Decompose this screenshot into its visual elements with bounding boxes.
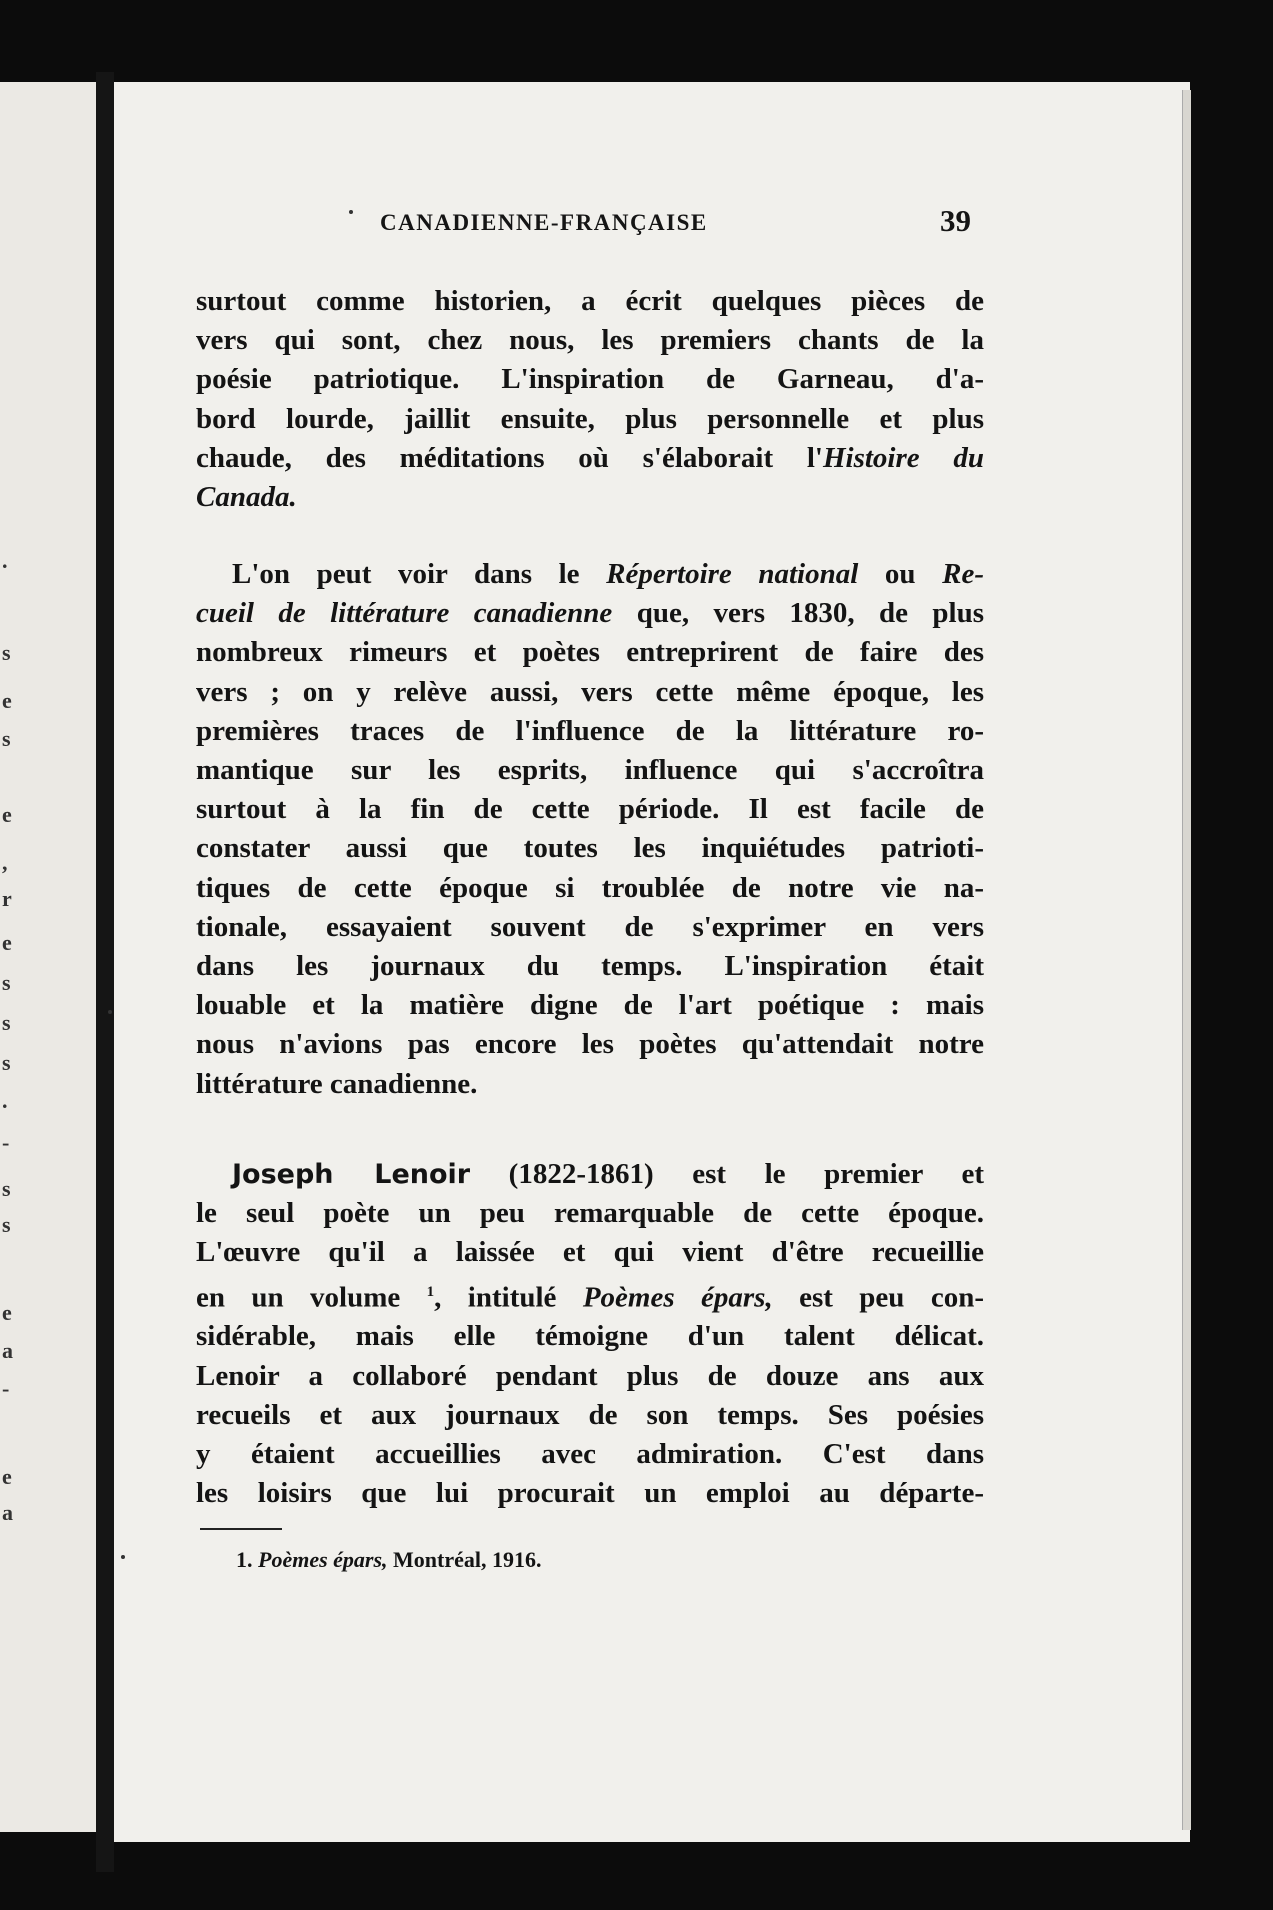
footnote xyxy=(236,1547,542,1573)
text-line xyxy=(196,1155,984,1194)
italic-title: Répertoire national xyxy=(606,558,859,590)
page-number: 39 xyxy=(940,203,971,238)
text-line: mantique sur les esprits, influence qui s'accroîtra xyxy=(196,754,984,787)
left-page-glyph: e xyxy=(2,1300,12,1325)
text-segment: ou xyxy=(858,558,943,590)
text-line: tionale, essayaient souvent de s'exprimer en vers xyxy=(196,910,984,943)
text-segment: L'on peut voir dans le xyxy=(232,558,607,590)
left-page-glyph: , xyxy=(2,850,8,875)
left-page-glyph: e xyxy=(2,802,12,827)
left-page-glyph: s xyxy=(2,1010,11,1035)
text-line: sidérable, mais elle témoigne d'un talent délicat. xyxy=(196,1320,984,1353)
left-page-glyph: - xyxy=(2,1130,10,1155)
running-head: CANADIENNE-FRANÇAISE xyxy=(380,210,708,235)
left-page-glyph: e xyxy=(2,930,12,955)
text-segment: Montréal, 1916. xyxy=(387,1547,542,1572)
text-line: le seul poète un peu remarquable de cette époque. xyxy=(196,1197,984,1230)
left-page-glyph: e xyxy=(2,1464,12,1489)
paragraph-3 xyxy=(196,1155,984,1513)
text-segment: en un volume xyxy=(196,1281,427,1314)
text-line xyxy=(196,555,984,594)
text-segment: , intitulé xyxy=(434,1281,583,1314)
footnote-rule xyxy=(200,1528,282,1530)
left-page-glyph: a xyxy=(2,1338,13,1363)
left-page-glyph: . xyxy=(2,548,8,573)
left-page-glyph: s xyxy=(2,1050,11,1075)
speck xyxy=(121,1555,125,1559)
text-line: louable et la matière digne de l'art poétique : mais xyxy=(196,989,984,1022)
text-line: Lenoir a collaboré pendant plus de douze ans aux xyxy=(196,1359,984,1392)
italic-title: Poèmes épars, xyxy=(582,1281,773,1314)
text-line: premières traces de l'influence de la littérature ro- xyxy=(196,714,984,747)
left-page-glyph: s xyxy=(2,1176,11,1201)
paragraph-2 xyxy=(196,555,984,1104)
italic-title: Re- xyxy=(942,558,984,590)
text-line: les loisirs que lui procurait un emploi au départe- xyxy=(196,1477,984,1510)
text-line xyxy=(196,478,984,517)
left-page-glyph: r xyxy=(2,886,12,911)
text-line xyxy=(196,1273,984,1318)
book-gutter xyxy=(96,72,114,1872)
text-line: surtout comme historien, a écrit quelques pièces de xyxy=(196,285,984,317)
text-line: constater aussi que toutes les inquiétudes patrioti- xyxy=(196,832,984,865)
left-page-glyph: a xyxy=(2,1500,13,1525)
text-line: recueils et aux journaux de son temps. Ses poésies xyxy=(196,1398,984,1431)
text-line: bord lourde, jaillit ensuite, plus personnelle et plus xyxy=(196,402,984,435)
left-page-glyph: s xyxy=(2,726,11,751)
footnote-reference: 1 xyxy=(426,1283,435,1300)
text-line: vers ; on y relève aussi, vers cette même époque, les xyxy=(196,675,984,708)
text-segment: est peu con- xyxy=(772,1281,984,1314)
text-line: nombreux rimeurs et poètes entreprirent de faire des xyxy=(196,636,984,669)
text-line: surtout à la fin de cette période. Il est facile de xyxy=(196,793,984,826)
text-line: poésie patriotique. L'inspiration de Garneau, d'a- xyxy=(196,363,984,396)
left-page-glyph: - xyxy=(2,1376,10,1401)
left-page-glyph: . xyxy=(2,1088,8,1113)
text-line: L'œuvre qu'il a laissée et qui vient d'être recueillie xyxy=(196,1236,984,1269)
page-edge xyxy=(1182,90,1191,1830)
text-line: littérature canadienne. xyxy=(196,1067,478,1100)
text-line: nous n'avions pas encore les poètes qu'attendait notre xyxy=(196,1028,984,1061)
speck xyxy=(108,1010,112,1014)
text-line xyxy=(196,594,984,633)
text-line: y étaient accueillies avec admiration. C'est dans xyxy=(196,1438,984,1471)
italic-title: Poèmes épars, xyxy=(258,1547,388,1572)
text-line: tiques de cette époque si troublée de notre vie na- xyxy=(196,871,984,904)
text-segment: chaude, des méditations où s'élaborait l' xyxy=(196,441,823,474)
text-line: vers qui sont, chez nous, les premiers chants de la xyxy=(196,324,984,357)
speck xyxy=(349,210,353,214)
text-line: dans les journaux du temps. L'inspiration était xyxy=(196,950,984,983)
text-segment: que, vers 1830, de plus xyxy=(612,597,984,630)
left-page-glyph: e xyxy=(2,688,12,713)
left-page-glyph: s xyxy=(2,1212,11,1237)
text-segment: (1822-1861) est le premier et xyxy=(470,1158,984,1190)
text-line xyxy=(196,439,984,478)
left-page-glyph: s xyxy=(2,640,11,665)
left-page-glyph: s xyxy=(2,970,11,995)
italic-title: cueil de littérature canadienne xyxy=(196,597,613,630)
paragraph-1 xyxy=(196,282,984,517)
footnote-number: 1. xyxy=(236,1547,258,1572)
left-page-edge xyxy=(0,82,96,1832)
italic-title: Canada. xyxy=(196,481,297,514)
author-name: Joseph Lenoir xyxy=(232,1159,471,1190)
italic-title: Histoire du xyxy=(822,441,984,474)
